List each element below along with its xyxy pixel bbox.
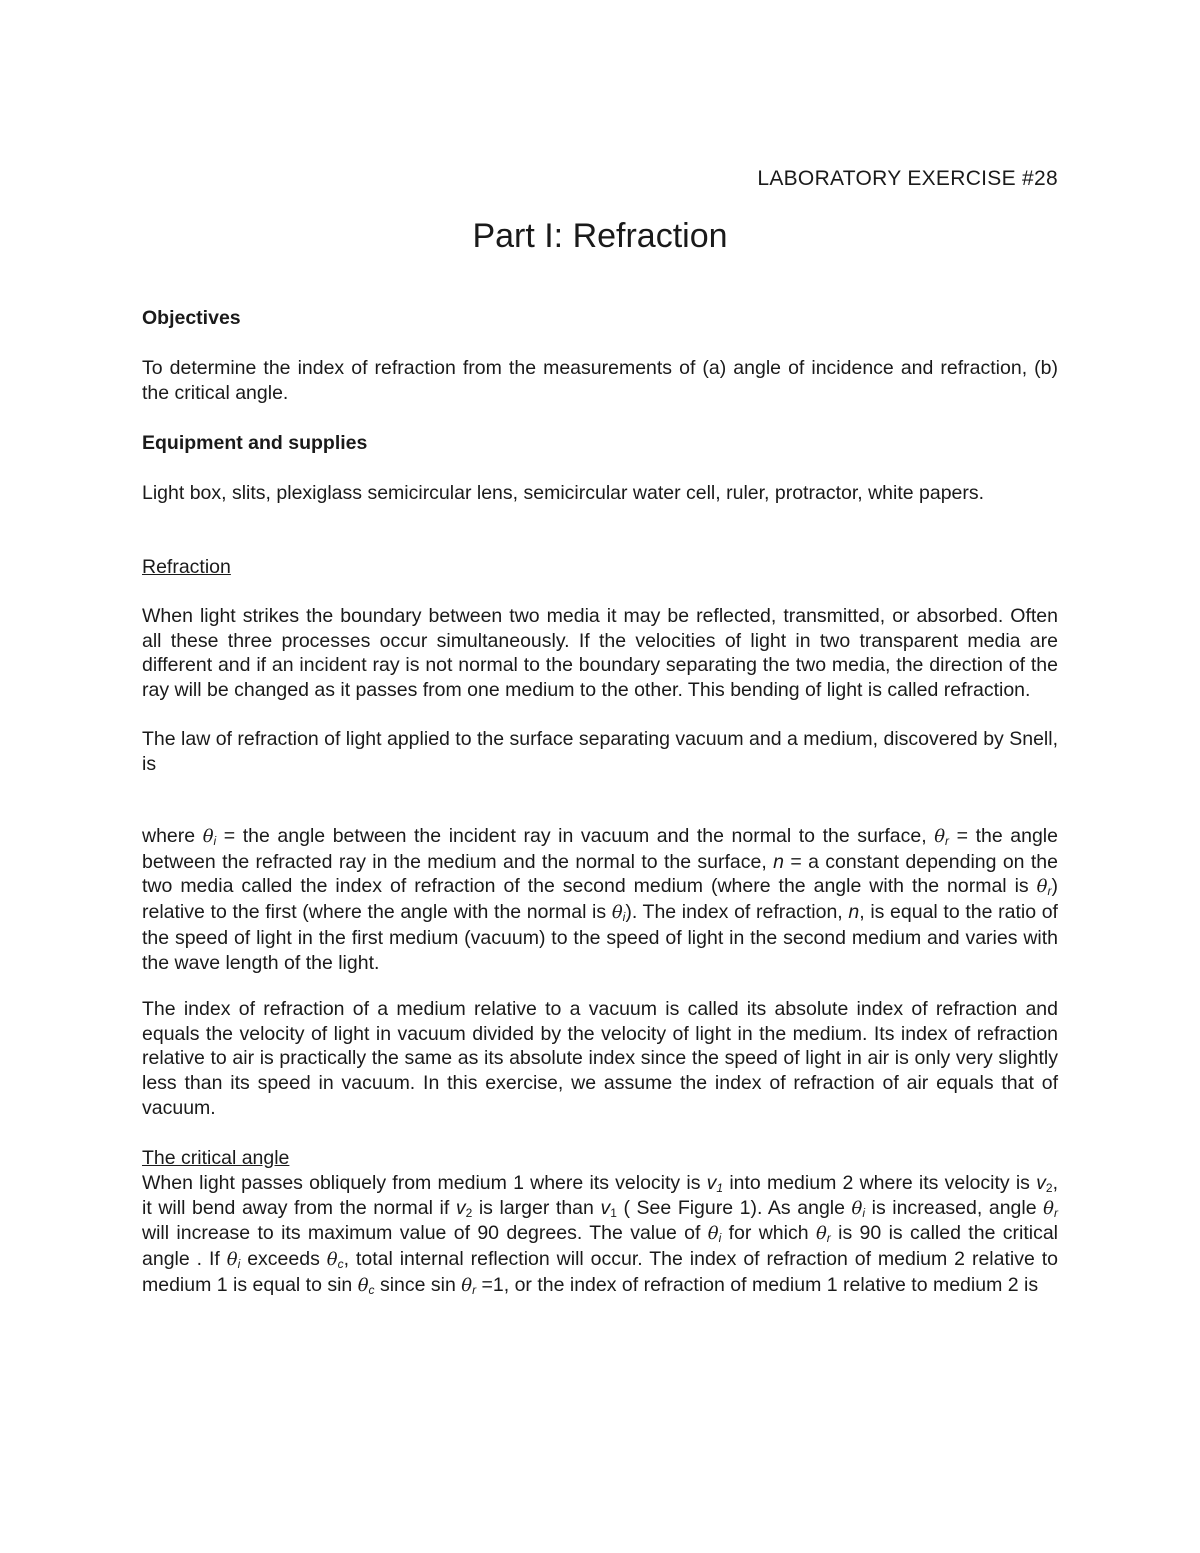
exercise-label: LABORATORY EXERCISE #28 [757, 167, 1058, 190]
critical-angle-heading [142, 1146, 1058, 1171]
refraction-heading [142, 555, 1058, 580]
equipment-text: Light box, slits, plexiglass semicircular lens, semicircular water cell, ruler, protractor, white papers. [142, 482, 985, 504]
refraction-paragraph-2: The law of refraction of light applied to the surface separating vacuum and a medium, discovered by Snell, is [142, 728, 1058, 775]
refraction-paragraph-1: When light strikes the boundary between two media it may be reflected, transmitted, or absorbed. Often all these three processes occur simultaneously. If the velocities of light in two transparent media are different and if an incident ray is not normal to the boundary separating the two media, the direction of the ray will be changed as it passes from one medium to the other. This bending of light is called refraction. [142, 605, 1058, 702]
objectives-text: To determine the index of refraction from the measurements of (a) angle of incidence and refraction, (b) the critical angle. [142, 357, 1058, 404]
critical-angle-paragraph: When light passes obliquely from medium 1 where its velocity is $v_1$ into medium 2 where its velocity is $v_2$, it will bend away from the normal if $v_2$ is larger than $v_1$ ( See Figure 1). As angle $\theta_i$ is increased, angle $\theta_r$ will increase to its maximum value of 90 degrees. The value of $\theta_i$ for which $\theta_r$ is 90 is called the critical angle . If $\theta_i$ exceeds $\theta_c$, total internal reflection will occur. The index of refraction of medium 2 relative to medium 1 is equal to $\sin \theta_c$ since $\sin \theta_r =1$, or the index of refraction of medium 1 relative to medium 2 is [142, 1172, 1059, 1297]
page-title: Part I: Refraction [472, 217, 728, 255]
refraction-heading-text: Refraction [142, 556, 231, 578]
snell-definitions-paragraph: where $\theta_i$ = the angle between the incident ray in vacuum and the normal to the surface, $\theta_r$ = the angle between the refracted ray in the medium and the normal to the surface, n = a constant depending on the two media called the index of refraction of the second medium (where the angle with the normal is $\theta_r$) relative to the first (where the angle with the normal is $\theta_i$). The index of refraction, n, is equal to the ratio of the speed of light in the first medium (vacuum) to the speed of light in the second medium and varies with the wave length of the light. [142, 825, 1058, 974]
absolute-index-paragraph: The index of refraction of a medium relative to a vacuum is called its absolute index of refraction and equals the velocity of light in vacuum divided by the velocity of light in the medium. Its index of refraction relative to air is practically the same as its absolute index since the speed of light in air is only very slightly less than its speed in vacuum. In this exercise, we assume the index of refraction of air equals that of vacuum. [142, 998, 1058, 1119]
critical-angle-heading-text: The critical angle [142, 1147, 290, 1169]
equipment-heading: Equipment and supplies [142, 432, 368, 454]
objectives-heading: Objectives [142, 307, 241, 329]
